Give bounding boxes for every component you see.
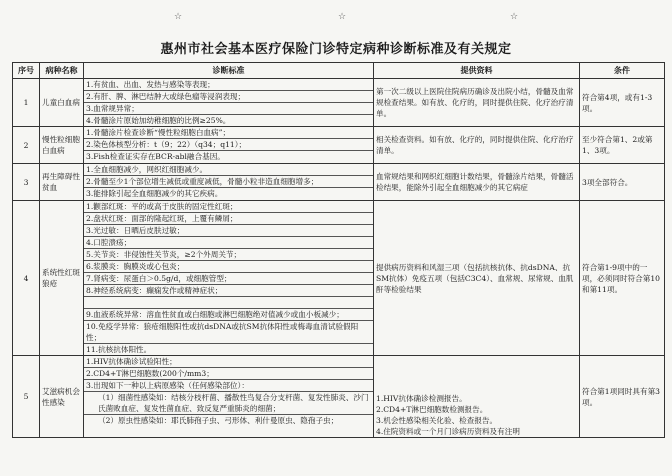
criteria-line: 2.有肝、脾、淋巴结肿大或绿色瘤等浸润表现； (84, 91, 373, 103)
header-no: 序号 (13, 63, 40, 79)
criteria-line: 10.免疫学异常：狼疮细胞阳性或抗dsDNA或抗SM抗体阳性或梅毒血清试验假阳性； (84, 321, 373, 344)
criteria-line: 8.神经系统病变：癫痫发作或精神症状； (84, 285, 373, 297)
row-condition: 符合第4项，或有1-3项。 (580, 79, 665, 127)
disease-criteria-table (12, 62, 665, 438)
scan-mark: ☆ (338, 12, 347, 22)
row-no: 2 (13, 127, 40, 164)
criteria-line: 3.光过敏：日晒后皮肤过敏； (84, 225, 373, 237)
criteria-line: 3.能排除引起全血细胞减少的其它疾病。 (86, 189, 223, 198)
row-disease-name: 系统性红斑狼疮 (40, 201, 84, 356)
header-criteria: 诊断标准 (84, 63, 374, 79)
docs-line: 2.CD4+T淋巴细胞数检测报告。 (376, 405, 488, 414)
row-criteria (84, 201, 374, 356)
criteria-line: 5.关节炎：非侵蚀性关节炎，≥2个外周关节； (84, 249, 373, 261)
row-condition: 符合第1项同时具有第3项。 (580, 356, 665, 438)
criteria-line: 1.HIV抗体确诊试验阳性； (84, 356, 373, 368)
criteria-line: 6.浆膜炎：胸膜炎或心包炎； (84, 261, 373, 273)
header-name: 病种名称 (40, 63, 84, 79)
docs-line: 4.住院资料或一个月门诊病历资料及有注明 (376, 427, 520, 436)
row-criteria (84, 79, 374, 127)
criteria-line: 1.全血细胞减少，网织红细胞减少。 (84, 164, 373, 176)
row-no: 1 (13, 79, 40, 127)
row-docs: 血常规结果和网织红细胞计数结果，骨髓涂片结果，骨髓活检结果，能除外引起全血细胞减少的其它病症 (374, 164, 580, 201)
criteria-line: 1.颧部红斑：平的或高于皮肤的固定性红斑； (84, 201, 373, 213)
criteria-line: 1.骨髓涂片检查诊断“慢性粒细胞白血病”； (84, 127, 373, 139)
row-docs: 第一次二级以上医院住院病历确诊及出院小结，骨髓及血常规检查结果。如有放、化疗的，同时提供住院、化疗治疗清单。 (374, 79, 580, 127)
table-row (13, 201, 665, 356)
row-condition: 符合第1-9项中的一项，必须同时符合第10和第11项。 (580, 201, 665, 356)
row-condition: 至少符合第1、2或第1、3项。 (580, 127, 665, 164)
row-criteria (84, 356, 374, 438)
table-row (13, 164, 665, 201)
row-docs (374, 356, 580, 438)
criteria-line: 2.CD4+T淋巴细胞数(200个/mm3； (84, 368, 373, 380)
row-no: 3 (13, 164, 40, 201)
criteria-line (84, 297, 373, 309)
scan-mark: ☆ (174, 12, 183, 22)
header-docs: 提供资料 (374, 63, 580, 79)
row-criteria (84, 127, 374, 164)
row-disease-name: 再生障碍性贫血 (40, 164, 84, 201)
criteria-line: （2）原虫性感染如：耶氏肺孢子虫、弓形体、利什曼原虫、隐孢子虫； (98, 416, 339, 425)
row-no: 5 (13, 356, 40, 438)
row-disease-name: 儿童白血病 (40, 79, 84, 127)
row-no: 4 (13, 201, 40, 356)
criteria-line: 3.出现如下一种以上病原感染（任何感染部位）： (84, 380, 373, 392)
row-disease-name: 慢性粒细胞白血病 (40, 127, 84, 164)
criteria-line: 1.有贫血、出血、发热与感染等表现； (84, 79, 373, 91)
criteria-line: 2.染色体核型分析：t（9；22）（q34；q11）； (84, 139, 373, 151)
row-docs: 提供病历资料和风湿三项（包括抗核抗体、抗dsDNA、抗SM抗体）免疫五项（包括C3C4）、血常规、尿常规、血肌酐等检验结果 (374, 201, 580, 356)
criteria-line: 7.肾病变：尿蛋白＞0.5g/d，或细胞管型； (84, 273, 373, 285)
row-docs: 相关检查资料。如有放、化疗的，同时提供住院、化疗治疗清单。 (374, 127, 580, 164)
criteria-line: 2.盘状红斑：面部的隆起红斑，上覆有鳞屑； (84, 213, 373, 225)
docs-line: 1.HIV抗体确诊检测报告。 (376, 394, 467, 403)
criteria-line: 9.血液系统异常：溶血性贫血或白细胞或淋巴细胞绝对值减少或血小板减少； (84, 309, 373, 321)
criteria-line: 11.抗核抗体阳性。 (86, 345, 152, 354)
header-condition: 条件 (580, 63, 665, 79)
table-row (13, 356, 665, 438)
criteria-line: 2.骨髓至少1个部位增生减低或重度减低，骨髓小粒非造血细胞增多； (84, 176, 373, 188)
criteria-line: 4.口腔溃疡； (84, 237, 373, 249)
row-disease-name: 艾滋病机会性感染 (40, 356, 84, 438)
row-criteria (84, 164, 374, 201)
criteria-line: 4.骨髓涂片原始加幼稚细胞的比例≥25%。 (86, 116, 231, 125)
row-condition: 3项全部符合。 (580, 164, 665, 201)
table-row (13, 79, 665, 127)
table-header-row (13, 63, 665, 79)
scan-mark: ☆ (510, 12, 519, 22)
criteria-line: 3.Fish检查证实存在BCR-abl融合基因。 (86, 152, 225, 161)
criteria-line: （1）细菌性感染如：结核分枝杆菌、播散性鸟复合分支杆菌、复发性肺炎、沙门氏菌败血症、复发性菌血症、致反复严重肺炎的细菌； (84, 392, 373, 415)
document-title: 惠州市社会基本医疗保险门诊特定病种诊断标准及有关规定 (160, 42, 512, 57)
criteria-line: 3.血常规异常； (84, 103, 373, 115)
table-row (13, 127, 665, 164)
docs-line: 3.机会性感染相关化验、检查报告。 (376, 416, 498, 425)
